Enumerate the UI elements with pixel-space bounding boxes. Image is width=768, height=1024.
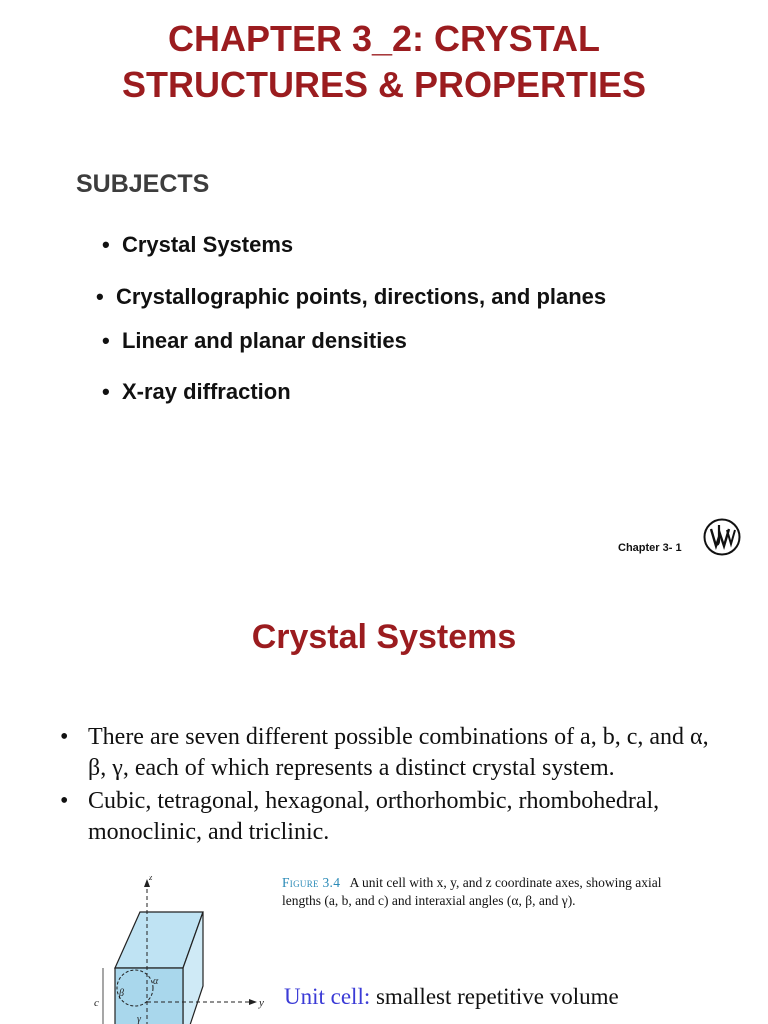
slide-footer-label: Chapter 3- 1 bbox=[618, 542, 682, 554]
subject-item-label: Crystal Systems bbox=[121, 232, 294, 257]
chapter-title bbox=[0, 16, 768, 108]
bullet-dot: • bbox=[60, 724, 69, 750]
angle-gamma-label: γ bbox=[137, 1014, 141, 1024]
angle-alpha-label: α bbox=[153, 976, 159, 987]
subject-item-crystal-systems bbox=[102, 232, 293, 258]
y-axis-arrow bbox=[249, 999, 257, 1005]
bullet-dot: • bbox=[102, 328, 110, 353]
subject-item-label: Linear and planar densities bbox=[121, 328, 407, 353]
bullet-dot: • bbox=[60, 788, 69, 814]
bullet-dot: • bbox=[96, 284, 104, 309]
angle-beta-label: β bbox=[119, 988, 124, 999]
subject-item-densities bbox=[102, 328, 407, 354]
crystal-systems-bullets bbox=[60, 722, 720, 850]
cell-bottom-face bbox=[115, 968, 183, 1024]
unit-cell-definition bbox=[284, 984, 619, 1010]
bullet-combinations bbox=[60, 722, 720, 784]
chapter-title-line-1: CHAPTER 3_2: CRYSTAL bbox=[167, 18, 601, 59]
unit-cell-term: Unit cell: bbox=[284, 984, 371, 1009]
subject-item-crystallographic bbox=[96, 284, 606, 310]
subjects-heading: SUBJECTS bbox=[76, 170, 210, 198]
axis-y-label: y bbox=[259, 997, 264, 1009]
bullet-system-names bbox=[60, 786, 720, 848]
figure-caption bbox=[282, 874, 662, 910]
slide-crystal-systems bbox=[0, 576, 768, 1024]
unit-cell-text: smallest repetitive volume bbox=[375, 984, 619, 1009]
subject-item-label: Crystallographic points, directions, and planes bbox=[115, 284, 607, 309]
slide-title: Crystal Systems bbox=[251, 618, 517, 656]
bullet-text: Cubic, tetragonal, hexagonal, orthorhombic, rhombohedral, monoclinic, and triclinic. bbox=[88, 788, 660, 845]
wiley-logo-icon bbox=[702, 517, 742, 557]
bullet-dot: • bbox=[102, 232, 110, 257]
unit-cell-figure bbox=[85, 876, 275, 1024]
bullet-dot: • bbox=[102, 379, 110, 404]
subject-item-label: X-ray diffraction bbox=[121, 379, 291, 404]
length-c-label: c bbox=[94, 997, 99, 1009]
figure-label: Figure 3.4 bbox=[282, 875, 341, 890]
bullet-text: There are seven different possible combinations of a, b, c, and α, β, γ, each of which represents a distinct crystal system. bbox=[88, 724, 709, 781]
figure-caption-text: A unit cell with x, y, and z coordinate axes, showing axial lengths (a, b, and c) and interaxial angles (α, β, and γ). bbox=[282, 875, 662, 908]
subject-item-xray bbox=[102, 379, 291, 405]
chapter-title-line-2: STRUCTURES & PROPERTIES bbox=[121, 64, 647, 105]
axis-z-label: z bbox=[149, 876, 153, 882]
